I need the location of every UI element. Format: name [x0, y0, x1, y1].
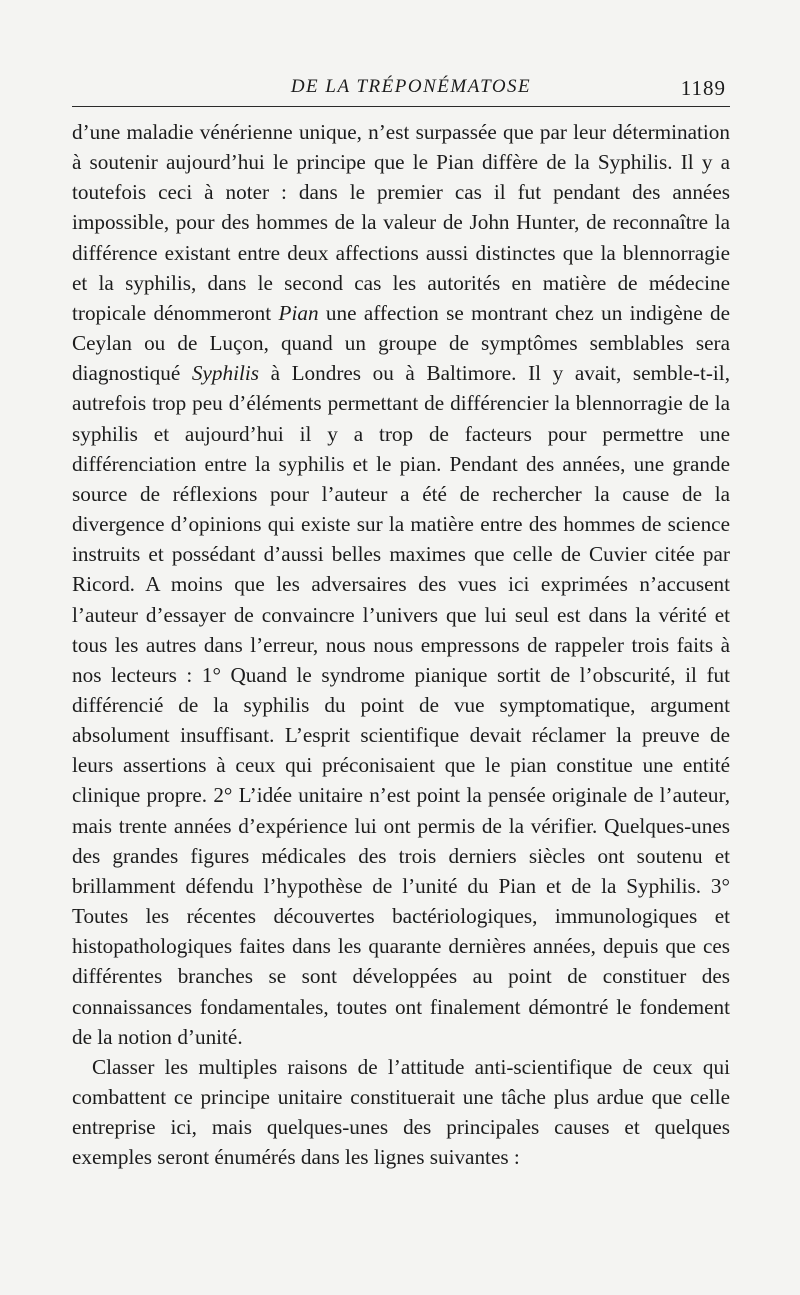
body-text — [72, 117, 730, 1172]
book-page — [72, 76, 730, 1172]
running-title: DE LA TRÉPONÉMATOSE — [290, 76, 532, 97]
paragraph-1-text-a: d’une maladie vénérienne unique, n’est surpassée que par leur détermination à soutenir aujourd’hui le principe que le Pian diffère de la Syphilis. Il y a toutefois ceci à noter : dans le premier cas il fut pendant des années impossible, pour des hommes de la valeur de John Hunter, de reconnaître la différence existant entre deux affections aussi distinctes que la blennorragie et la syphilis, dans le second cas les autorités en matière de médecine tropicale dénommeront — [72, 120, 730, 325]
header-rule — [72, 106, 730, 107]
page-number: 1189 — [680, 76, 726, 100]
italic-syphilis: Syphilis — [191, 361, 259, 386]
paragraph-1-text-b: une affection se montrant chez un indigène de Ceylan ou de Luçon, quand un groupe de symptômes semblables sera diagnostiqué — [72, 300, 730, 386]
running-header — [72, 76, 730, 102]
paragraph-1 — [72, 117, 730, 1052]
italic-pian: Pian — [278, 300, 319, 325]
paragraph-1-text-c: à Londres ou à Baltimore. Il y avait, semble-t-il, autrefois trop peu d’éléments permettant de différencier la blennorragie de la syphilis et aujourd’hui il y a trop de facteurs pour permettre une différenciation entre la syphilis et le pian. Pendant des années, une grande source de réflexions pour l’auteur a été de rechercher la cause de la divergence d’opinions qui existe sur la matière entre des hommes de science instruits et possédant d’aussi belles maximes que celle de Cuvier citée par Ricord. A moins que les adversaires des vues ici exprimées n’accusent l’auteur d’essayer de convaincre l’univers que lui seul est dans la vérité et tous les autres dans l’erreur, nous nous empressons de rappeler trois faits à nos lecteurs : 1° Quand le syndrome pianique sortit de l’obscurité, il fut différencié de la syphilis du point de vue symptomatique, argument absolument insuffisant. L’esprit scientifique devait réclamer la preuve de leurs assertions à ceux qui préconisaient que le pian constitue une entité clinique propre. 2° L’idée unitaire n’est point la pensée originale de l’auteur, mais trente années d’expérience lui ont permis de la vérifier. Quelques-unes des grandes figures médicales des trois derniers siècles ont soutenu et brillamment défendu l’hypothèse de l’unité du Pian et de la Syphilis. 3° Toutes les récentes découvertes bactériologiques, immunologiques et histopathologiques faites dans les quarante dernières années, depuis que ces différentes branches se sont développées au point de constituer des connaissances fondamentales, toutes ont finalement démontré le fondement de la notion d’unité. — [72, 361, 730, 1049]
paragraph-2: Classer les multiples raisons de l’attitude anti-scientifique de ceux qui combattent ce principe unitaire constituerait une tâche plus ardue que celle entreprise ici, mais quelques-unes des principales causes et quelques exemples seront énumérés dans les lignes suivantes : — [72, 1054, 730, 1170]
